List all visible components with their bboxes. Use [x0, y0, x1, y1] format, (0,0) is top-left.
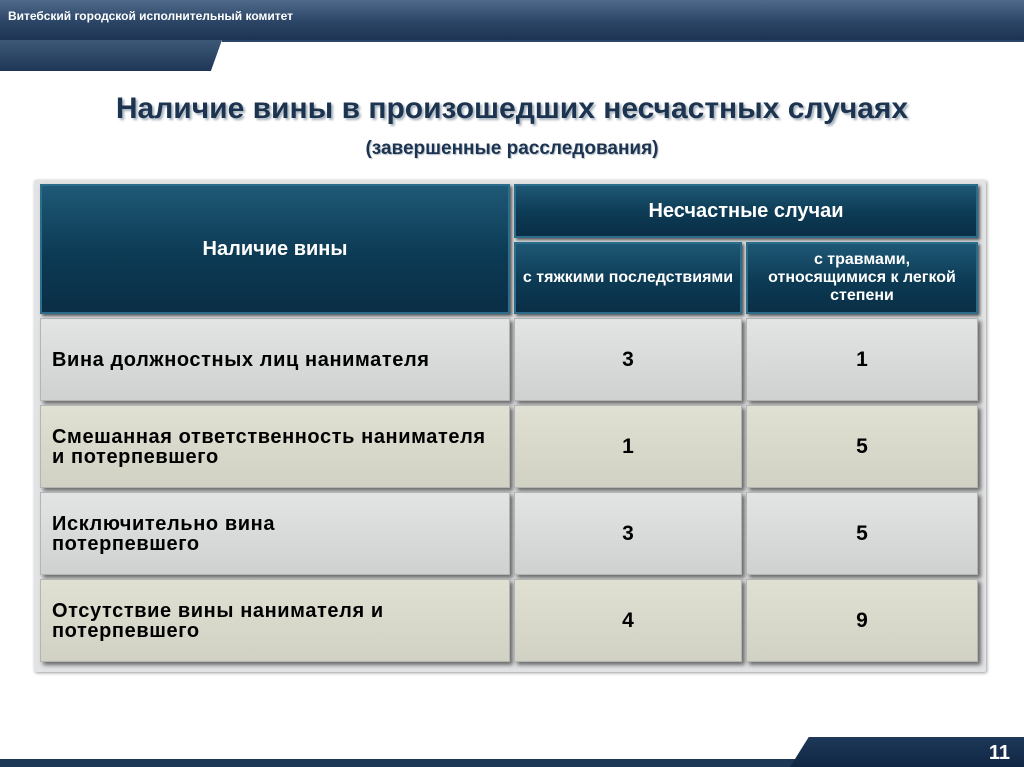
slide-subtitle: (завершенные расследования): [365, 138, 659, 159]
header-accidents: Несчастные случаи: [514, 184, 978, 238]
header-banner: [0, 0, 1024, 40]
header-guilt: Наличие вины: [40, 184, 510, 314]
header-light: с травмами, относящимися к легкой степени: [746, 242, 978, 314]
page-number: 11: [988, 742, 1010, 764]
header-divider: [222, 40, 1024, 42]
cell-severe: 3: [514, 318, 742, 401]
header-wedge: [0, 40, 222, 71]
cell-light: 5: [746, 405, 978, 488]
org-name: Витебский городской исполнительный комитет: [8, 9, 294, 23]
row-label: Отсутствие вины нанимателя и потерпевшего: [40, 579, 510, 662]
row-label: Смешанная ответственность нанимателя и потерпевшего: [40, 405, 510, 488]
slide-title: Наличие вины в произошедших несчастных случаях: [115, 92, 909, 125]
cell-light: 9: [746, 579, 978, 662]
cell-severe: 1: [514, 405, 742, 488]
row-label: Вина должностных лиц нанимателя: [40, 318, 510, 401]
cell-severe: 3: [514, 492, 742, 575]
cell-severe: 4: [514, 579, 742, 662]
row-label: Исключительно вина потерпевшего: [40, 492, 510, 575]
guilt-table: [34, 180, 986, 672]
cell-light: 1: [746, 318, 978, 401]
header-severe: с тяжкими последствиями: [514, 242, 742, 314]
cell-light: 5: [746, 492, 978, 575]
